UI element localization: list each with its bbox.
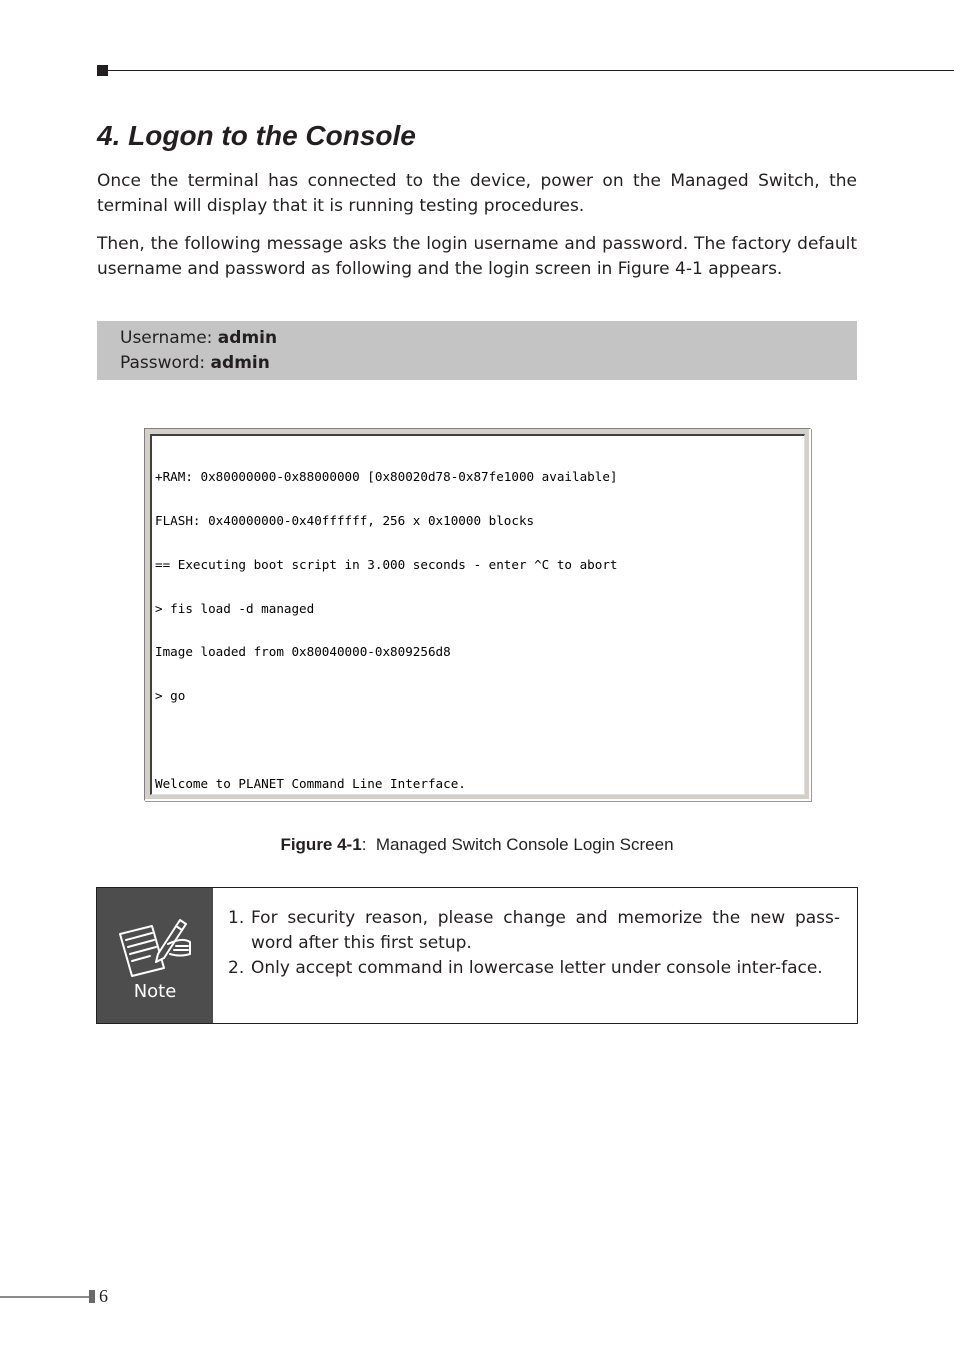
- note-item-number: 1.: [228, 908, 245, 928]
- login-paragraph: Then, the following message asks the login username and password. The factory default username and password as following and the login screen in Figure 4-1 appears.: [97, 234, 857, 279]
- note-item-number: 2.: [228, 958, 245, 978]
- page-number: 6: [99, 1286, 108, 1306]
- note-sidebar: [97, 888, 213, 1023]
- console-screen: [150, 434, 805, 795]
- note-label: Note: [133, 981, 177, 1002]
- console-line: Image loaded from 0x80040000-0x809256d8: [155, 644, 451, 660]
- console-line: +RAM: 0x80000000-0x88000000 [0x80020d78-0x87fe1000 available]: [155, 469, 618, 485]
- note-pencil-icon: [114, 914, 194, 978]
- console-line: FLASH: 0x40000000-0x40ffffff, 256 x 0x10000 blocks: [155, 512, 535, 528]
- console-line: > fis load -d managed: [155, 600, 315, 616]
- console-line: [155, 733, 804, 748]
- figure-label: Figure 4-1: [280, 835, 362, 854]
- username-credential: [120, 326, 857, 351]
- console-line: == Executing boot script in 3.000 seconds - enter ^C to abort: [155, 556, 618, 572]
- password-label: Password:: [120, 353, 211, 373]
- note-box: [96, 887, 858, 1024]
- footer-mark: [89, 1290, 95, 1303]
- note-list: [228, 906, 840, 981]
- password-credential: [120, 351, 857, 376]
- username-label: Username:: [120, 328, 218, 348]
- intro-paragraph: Once the terminal has connected to the device, power on the Managed Switch, the terminal will display that it is running testing procedures.: [97, 171, 857, 216]
- footer-rule: [0, 1296, 89, 1298]
- section-title: 4. Logon to the Console: [97, 120, 416, 151]
- console-screenshot: [144, 428, 811, 801]
- password-value: admin: [210, 353, 270, 373]
- note-item-text: Only accept command in lowercase letter under console inter-face.: [251, 958, 823, 978]
- note-item-text: For security reason, please change and memorize the new pass-word after this first setup.: [251, 908, 840, 953]
- note-item: [228, 956, 840, 981]
- console-line: Welcome to PLANET Command Line Interface.: [155, 775, 466, 791]
- figure-separator: :: [361, 835, 376, 854]
- console-output: [152, 436, 804, 795]
- figure-caption: [0, 835, 954, 855]
- username-value: admin: [217, 328, 278, 348]
- credentials-box: [97, 321, 857, 380]
- console-line: > go: [155, 688, 186, 704]
- header-square-mark: [97, 65, 108, 76]
- header-rule: [108, 70, 954, 71]
- note-item: [228, 906, 840, 956]
- figure-text: Managed Switch Console Login Screen: [375, 835, 674, 854]
